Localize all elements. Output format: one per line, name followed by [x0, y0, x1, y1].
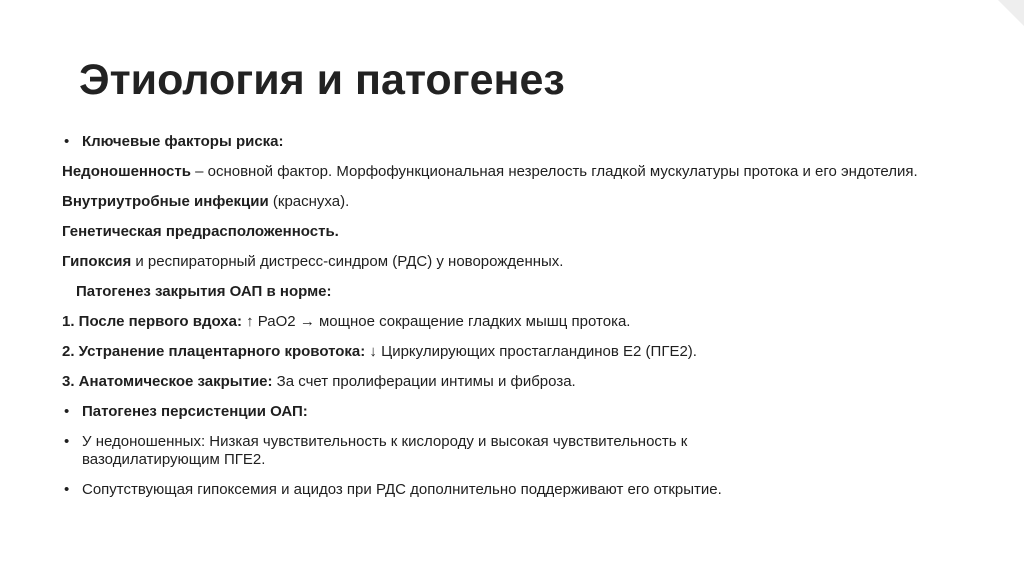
text-regular: Сопутствующая гипоксемия и ацидоз при РДС дополнительно поддерживают его открытие.: [82, 481, 722, 498]
text-regular: – основной фактор. Морфофункциональная незрелость гладкой мускулатуры протока и его эндотелия.: [190, 163, 918, 180]
bullet-icon: •: [64, 403, 70, 420]
text-bold: Патогенез персистенции ОАП:: [82, 403, 308, 420]
bullet-persistence-pathogenesis-heading: [62, 403, 962, 421]
slide-content: [62, 133, 962, 499]
text-bold: Гипоксия: [62, 253, 132, 270]
text-regular: ↑ РаО2 → мощное сокращение гладких мышц протока.: [241, 313, 631, 330]
para-prematurity: [62, 163, 922, 181]
para-intrauterine-infections: [62, 193, 962, 211]
text-bold: Недоношенность: [62, 163, 191, 180]
text-regular: ↓ Циркулирующих простагландинов Е2 (ПГЕ2).: [365, 343, 697, 360]
text-bold: 2. Устранение плацентарного кровотока:: [62, 343, 366, 360]
bullet-risk-factors-heading: [62, 133, 962, 151]
bullet-hypoxemia-acidosis: [62, 481, 962, 499]
text-regular: За счет пролиферации интимы и фиброза.: [272, 373, 576, 390]
text-bold: 3. Анатомическое закрытие:: [62, 373, 273, 390]
para-step-2-placental-flow: [62, 343, 962, 361]
bullet-icon: •: [64, 433, 70, 450]
para-hypoxia: [62, 253, 962, 271]
text-regular: и респираторный дистресс-синдром (РДС) у новорожденных.: [131, 253, 564, 270]
text-bold: Ключевые факторы риска:: [82, 133, 284, 150]
bullet-premature-sensitivity: [62, 433, 802, 469]
page-corner-decoration: [998, 0, 1024, 26]
bullet-icon: •: [64, 133, 70, 150]
para-genetic-predisposition: [62, 223, 962, 241]
text-bold: 1. После первого вдоха:: [62, 313, 242, 330]
text-regular: (краснуха).: [268, 193, 350, 210]
text-bold: Генетическая предрасположенность.: [62, 223, 339, 240]
text-bold: Патогенез закрытия ОАП в норме:: [76, 283, 332, 300]
para-step-1-first-breath: [62, 313, 962, 331]
text-bold: Внутриутробные инфекции: [62, 193, 269, 210]
text-regular: У недоношенных: Низкая чувствительность к кислороду и высокая чувствительность к вазодилатирующим ПГЕ2.: [82, 433, 688, 468]
heading-normal-closure-pathogenesis: [62, 283, 962, 301]
slide-title: Этиология и патогенез: [79, 56, 565, 104]
para-step-3-anatomic-closure: [62, 373, 962, 391]
bullet-icon: •: [64, 481, 70, 498]
